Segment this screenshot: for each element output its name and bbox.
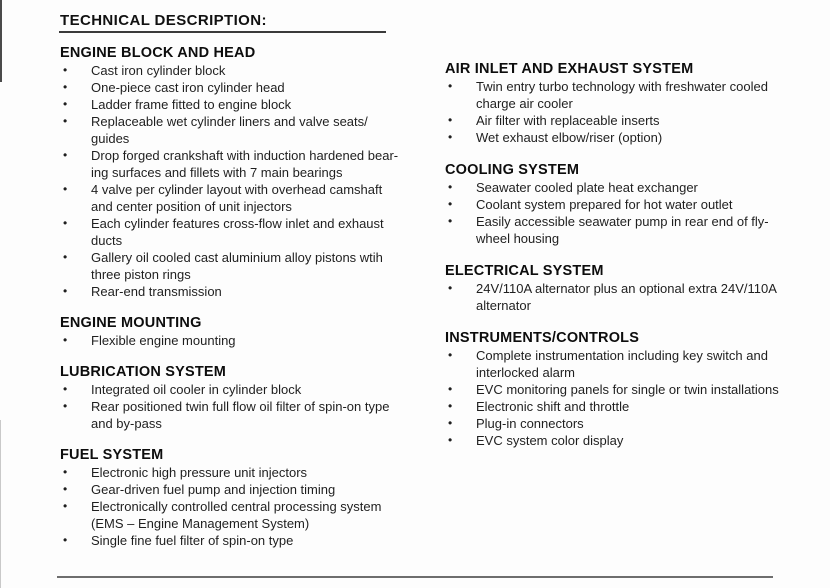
section-air-inlet-and-exhaust-system	[445, 61, 805, 146]
bullet-list	[445, 280, 805, 314]
bullet-text	[91, 283, 222, 300]
bullet-line: ing surfaces and fillets with 7 main bearings	[91, 165, 343, 180]
bullet-text	[91, 532, 293, 549]
bullet-line: interlocked alarm	[476, 365, 575, 380]
bullet-icon: •	[448, 79, 453, 93]
bullet-icon: •	[448, 130, 453, 144]
bullet-item	[60, 249, 420, 283]
bullet-list	[60, 381, 420, 432]
column-right	[445, 61, 805, 449]
section-engine-mounting	[60, 315, 420, 349]
bottom-rule	[57, 576, 773, 578]
bullet-item	[60, 532, 420, 549]
bullet-text	[91, 79, 285, 96]
bullet-line: Coolant system prepared for hot water outlet	[476, 197, 733, 212]
bullet-item	[445, 280, 805, 314]
bullet-icon: •	[63, 114, 68, 128]
section-fuel-system	[60, 447, 420, 549]
bullet-text	[91, 62, 225, 79]
bullet-line: charge air cooler	[476, 96, 573, 111]
bullet-line: Seawater cooled plate heat exchanger	[476, 180, 698, 195]
bullet-list	[445, 78, 805, 146]
bullet-item	[445, 196, 805, 213]
bullet-text	[91, 113, 368, 147]
bullet-text	[476, 280, 777, 314]
section-heading-engine-mounting: ENGINE MOUNTING	[60, 315, 202, 331]
section-engine-block-and-head	[60, 45, 420, 300]
bullet-text	[476, 179, 698, 196]
bullet-item	[60, 381, 420, 398]
bullet-item	[445, 213, 805, 247]
bullet-line: One-piece cast iron cylinder head	[91, 80, 285, 95]
bullet-icon: •	[63, 250, 68, 264]
bullet-line: Rear-end transmission	[91, 284, 222, 299]
bullet-line: Plug-in connectors	[476, 416, 584, 431]
bullet-line: Wet exhaust elbow/riser (option)	[476, 130, 663, 145]
bullet-text	[476, 432, 623, 449]
bullet-line: Each cylinder features cross-flow inlet and exhaust	[91, 216, 384, 231]
bullet-item	[60, 96, 420, 113]
bullet-text	[476, 112, 660, 129]
bullet-icon: •	[63, 63, 68, 77]
bullet-text	[91, 96, 291, 113]
bullet-item	[60, 62, 420, 79]
bullet-text	[91, 332, 236, 349]
bullet-icon: •	[448, 416, 453, 430]
section-heading-cooling-system: COOLING SYSTEM	[445, 162, 580, 178]
bullet-list	[445, 347, 805, 449]
bullet-line: Gear-driven fuel pump and injection timing	[91, 482, 336, 497]
bullet-text	[91, 398, 389, 432]
bullet-line: EVC monitoring panels for single or twin installations	[476, 382, 779, 397]
page-title: TECHNICAL DESCRIPTION:	[60, 12, 267, 29]
bullet-item	[60, 181, 420, 215]
bullet-line: 24V/110A alternator plus an optional extra 24V/110A	[476, 281, 777, 296]
bullet-icon: •	[63, 333, 68, 347]
bullet-item	[445, 78, 805, 112]
bullet-icon: •	[448, 348, 453, 362]
bullet-icon: •	[63, 97, 68, 111]
bullet-line: 4 valve per cylinder layout with overhead camshaft	[91, 182, 383, 197]
bullet-line: (EMS – Engine Management System)	[91, 516, 310, 531]
bullet-text	[91, 381, 301, 398]
bullet-list	[445, 179, 805, 247]
bullet-icon: •	[63, 533, 68, 547]
bullet-item	[60, 332, 420, 349]
bullet-item	[60, 215, 420, 249]
bullet-icon: •	[448, 399, 453, 413]
bullet-item	[445, 347, 805, 381]
bullet-item	[445, 432, 805, 449]
section-lubrication-system	[60, 364, 420, 432]
section-heading-air-inlet-and-exhaust-system: AIR INLET AND EXHAUST SYSTEM	[445, 61, 694, 77]
bullet-icon: •	[63, 216, 68, 230]
bullet-item	[60, 498, 420, 532]
bullet-line: guides	[91, 131, 130, 146]
bullet-text	[476, 196, 733, 213]
bullet-icon: •	[63, 499, 68, 513]
bullet-line: Electronic shift and throttle	[476, 399, 630, 414]
bullet-line: Air filter with replaceable inserts	[476, 113, 660, 128]
bullet-text	[91, 464, 307, 481]
bullet-line: Integrated oil cooler in cylinder block	[91, 382, 302, 397]
bullet-icon: •	[63, 80, 68, 94]
bullet-line: Electronic high pressure unit injectors	[91, 465, 308, 480]
bullet-icon: •	[448, 433, 453, 447]
section-cooling-system	[445, 162, 805, 247]
bullet-item	[60, 283, 420, 300]
bullet-line: Electronically controlled central processing system	[91, 499, 382, 514]
bullet-line: Drop forged crankshaft with induction hardened bear-	[91, 148, 399, 163]
bullet-list	[60, 62, 420, 300]
bullet-line: alternator	[476, 298, 531, 313]
bullet-list	[60, 464, 420, 549]
bullet-text	[91, 498, 381, 532]
bullet-icon: •	[63, 182, 68, 196]
bullet-icon: •	[63, 482, 68, 496]
bullet-line: EVC system color display	[476, 433, 624, 448]
bullet-icon: •	[63, 465, 68, 479]
section-instruments-controls	[445, 330, 805, 449]
bullet-icon: •	[448, 197, 453, 211]
bullet-text	[476, 78, 768, 112]
title-underline	[59, 31, 386, 33]
bullet-icon: •	[448, 180, 453, 194]
bullet-item	[60, 113, 420, 147]
bullet-list	[60, 332, 420, 349]
bullet-text	[91, 147, 398, 181]
bullet-icon: •	[63, 399, 68, 413]
column-left	[60, 45, 420, 549]
bullet-text	[476, 415, 584, 432]
bullet-icon: •	[63, 284, 68, 298]
bullet-item	[60, 398, 420, 432]
bullet-icon: •	[448, 382, 453, 396]
bullet-icon: •	[448, 113, 453, 127]
bullet-item	[60, 147, 420, 181]
bullet-line: Rear positioned twin full flow oil filter of spin-on type	[91, 399, 390, 414]
bullet-line: Gallery oil cooled cast aluminium alloy pistons wtih	[91, 250, 383, 265]
bullet-icon: •	[448, 214, 453, 228]
bullet-text	[91, 249, 383, 283]
bullet-line: Cast iron cylinder block	[91, 63, 226, 78]
bullet-text	[476, 347, 768, 381]
bullet-line: wheel housing	[476, 231, 560, 246]
section-heading-lubrication-system: LUBRICATION SYSTEM	[60, 364, 227, 380]
bullet-line: Single fine fuel filter of spin-on type	[91, 533, 294, 548]
bullet-item	[60, 481, 420, 498]
section-electrical-system	[445, 263, 805, 314]
bullet-item	[445, 179, 805, 196]
section-heading-fuel-system: FUEL SYSTEM	[60, 447, 164, 463]
bullet-item	[445, 415, 805, 432]
bullet-line: Flexible engine mounting	[91, 333, 236, 348]
bullet-line: Ladder frame fitted to engine block	[91, 97, 292, 112]
bullet-item	[445, 398, 805, 415]
bullet-item	[445, 381, 805, 398]
scan-edge-artifact-top	[0, 0, 2, 82]
bullet-line: ducts	[91, 233, 123, 248]
bullet-line: Complete instrumentation including key switch and	[476, 348, 768, 363]
bullet-line: Easily accessible seawater pump in rear end of fly-	[476, 214, 769, 229]
bullet-text	[476, 381, 779, 398]
bullet-icon: •	[63, 382, 68, 396]
bullet-text	[476, 398, 629, 415]
bullet-text	[476, 213, 769, 247]
bullet-line: and by-pass	[91, 416, 162, 431]
section-heading-engine-block-and-head: ENGINE BLOCK AND HEAD	[60, 45, 256, 61]
section-heading-electrical-system: ELECTRICAL SYSTEM	[445, 263, 604, 279]
bullet-icon: •	[448, 281, 453, 295]
bullet-item	[445, 129, 805, 146]
scan-edge-artifact-bottom	[0, 420, 1, 588]
bullet-line: Replaceable wet cylinder liners and valve seats/	[91, 114, 368, 129]
bullet-text	[476, 129, 662, 146]
section-heading-instruments-controls: INSTRUMENTS/CONTROLS	[445, 330, 640, 346]
bullet-icon: •	[63, 148, 68, 162]
bullet-item	[60, 79, 420, 96]
bullet-line: Twin entry turbo technology with freshwater cooled	[476, 79, 768, 94]
bullet-item	[445, 112, 805, 129]
bullet-text	[91, 215, 384, 249]
bullet-item	[60, 464, 420, 481]
bullet-text	[91, 481, 335, 498]
bullet-line: three piston rings	[91, 267, 191, 282]
bullet-line: and center position of unit injectors	[91, 199, 292, 214]
bullet-text	[91, 181, 382, 215]
